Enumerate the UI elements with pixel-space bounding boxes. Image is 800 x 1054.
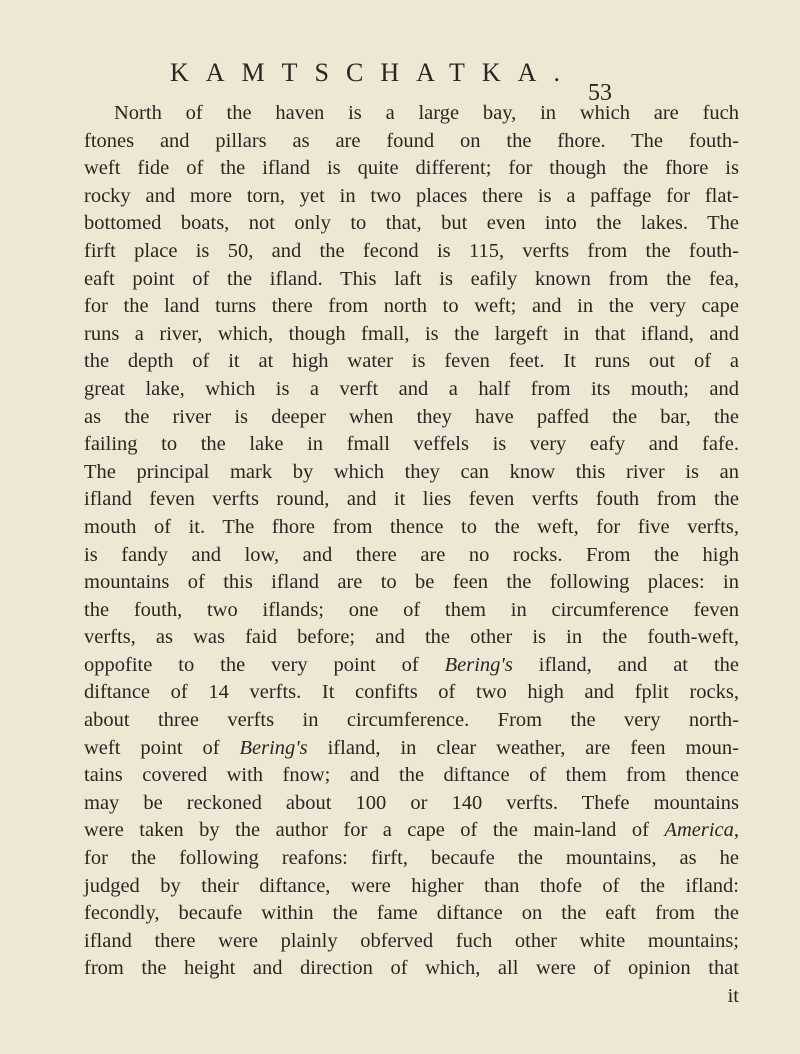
text-line: may be reckoned about 100 or 140 verfts. Thefe mountains — [84, 791, 739, 814]
text-line: The principal mark by which they can know this river is an — [84, 460, 739, 483]
text-line: it — [727, 985, 739, 1007]
text-line: North of the haven is a large bay, in which are fuch — [114, 102, 739, 124]
text-line: rocky and more torn, yet in two places there is a paffage for flat- — [84, 184, 739, 207]
text-line: verfts, as was faid before; and the other is in the fouth-weft, — [84, 626, 739, 649]
text-line: judged by their diftance, were higher than thofe of the ifland: — [84, 874, 739, 897]
text-line: fecondly, becaufe within the fame diftance on the eaft from the — [84, 902, 739, 925]
text-line: mouth of it. The fhore from thence to the weft, for five verfts, — [84, 515, 739, 538]
text-line: oppofite to the very point of Bering's ifland, and at the — [84, 653, 739, 676]
text-line: weft fide of the ifland is quite different; for though the fhore is — [84, 157, 739, 180]
text-line: bottomed boats, not only to that, but even into the lakes. The — [84, 212, 739, 235]
page-number: 53 — [588, 80, 612, 106]
text-line: weft point of Bering's ifland, in clear weather, are feen moun- — [84, 736, 739, 759]
text-line: the fouth, two iflands; one of them in circumference feven — [84, 598, 739, 621]
text-line: is fandy and low, and there are no rocks. From the high — [84, 543, 739, 566]
text-line: ifland feven verfts round, and it lies feven verfts fouth from the — [84, 488, 739, 511]
text-line: from the height and direction of which, all were of opinion that — [84, 957, 739, 980]
running-title: KAMTSCHATKA. — [170, 58, 577, 87]
text-line: runs a river, which, though fmall, is the largeft in that ifland, and — [84, 322, 739, 345]
text-line: ifland there were plainly obferved fuch other white mountains; — [84, 929, 739, 952]
text-line: ftones and pillars as are found on the fhore. The fouth- — [84, 129, 739, 152]
text-line: for the following reafons: firft, becaufe the mountains, as he — [84, 847, 739, 870]
text-line: as the river is deeper when they have paffed the bar, the — [84, 405, 739, 428]
text-line: mountains of this ifland are to be feen the following places: in — [84, 571, 739, 594]
text-line: for the land turns there from north to weft; and in the very cape — [84, 295, 739, 318]
text-line: great lake, which is a verft and a half from its mouth; and — [84, 377, 739, 400]
text-line: the depth of it at high water is feven feet. It runs out of a — [84, 350, 739, 373]
text-line: eaft point of the ifland. This laft is eafily known from the fea, — [84, 267, 739, 290]
text-line: tains covered with fnow; and the diftance of them from thence — [84, 764, 739, 787]
text-line: firft place is 50, and the fecond is 115, verfts from the fouth- — [84, 239, 739, 262]
text-line: about three verfts in circumference. From the very north- — [84, 709, 739, 732]
body-text — [84, 100, 739, 1011]
text-line: diftance of 14 verfts. It confifts of two high and fplit rocks, — [84, 681, 739, 704]
text-line: failing to the lake in fmall veffels is very eafy and fafe. — [84, 433, 739, 456]
text-line: were taken by the author for a cape of the main-land of America, — [84, 819, 739, 842]
